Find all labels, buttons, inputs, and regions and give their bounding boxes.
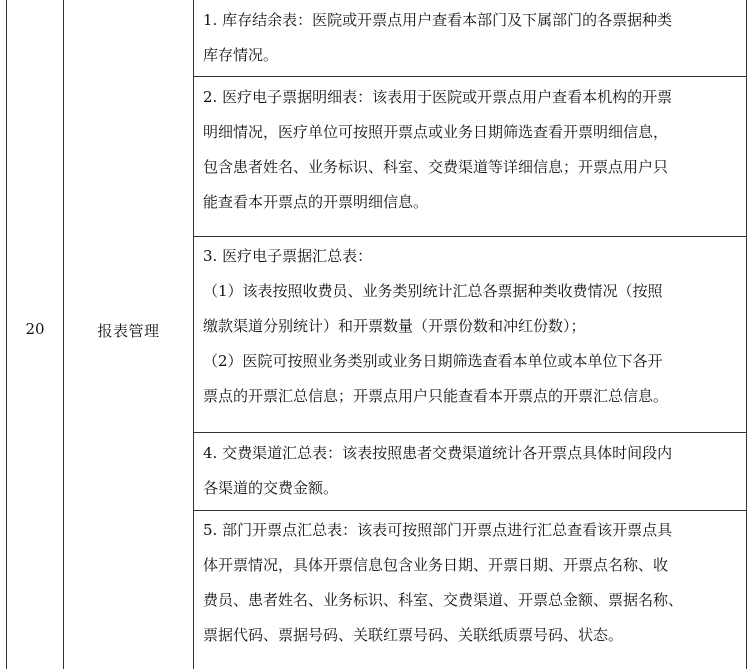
item-line: 费员、患者姓名、业务标识、科室、交费渠道、开票总金额、票据名称、: [203, 591, 684, 609]
column-divider: [193, 0, 194, 669]
item-line: 1. 库存结余表：医院或开票点用户查看本部门及下属部门的各票据种类: [203, 11, 673, 29]
row-divider: [194, 432, 746, 433]
row-number: 20: [25, 320, 45, 338]
item-line: 3. 医疗电子票据汇总表：: [203, 247, 373, 265]
item-line: 2. 医疗电子票据明细表：该表用于医院或开票点用户查看本机构的开票: [203, 88, 673, 106]
report-item-detail: [195, 80, 747, 220]
item-line: 体开票情况，具体开票信息包含业务日期、开票日期、开票点名称、收: [203, 556, 669, 574]
report-item-payment-channel: [195, 436, 747, 506]
report-item-inventory: [195, 3, 747, 73]
item-line: 包含患者姓名、业务标识、科室、交费渠道等详细信息；开票点用户只: [203, 158, 669, 176]
item-line: 缴款渠道分别统计）和开票数量（开票份数和冲红份数）；: [203, 317, 586, 335]
item-line: 能查看本开票点的开票明细信息。: [203, 193, 429, 211]
item-line: 票点的开票汇总信息；开票点用户只能查看本开票点的开票汇总信息。: [203, 387, 669, 405]
item-line: 明细情况，医疗单位可按照开票点或业务日期筛选查看开票明细信息，: [203, 123, 669, 141]
report-item-summary: [195, 239, 747, 414]
item-line: 5. 部门开票点汇总表：该表可按照部门开票点进行汇总查看该开票点具: [203, 521, 673, 539]
item-line: （1）该表按照收费员、业务类别统计汇总各票据种类收费情况（按照: [203, 282, 663, 300]
report-table: [6, 0, 747, 669]
report-item-department: [195, 513, 747, 653]
row-divider: [194, 510, 746, 511]
row-divider: [194, 76, 746, 77]
item-line: （2）医院可按照业务类别或业务日期筛选查看本单位或本单位下各开: [203, 352, 663, 370]
item-line: 库存情况。: [203, 46, 279, 64]
item-line: 各渠道的交费金额。: [203, 479, 339, 497]
row-divider: [194, 236, 746, 237]
item-line: 票据代码、票据号码、关联红票号码、关联纸质票号码、状态。: [203, 626, 624, 644]
module-name: 报表管理: [97, 322, 160, 340]
item-line: 4. 交费渠道汇总表：该表按照患者交费渠道统计各开票点具体时间段内: [203, 444, 673, 462]
